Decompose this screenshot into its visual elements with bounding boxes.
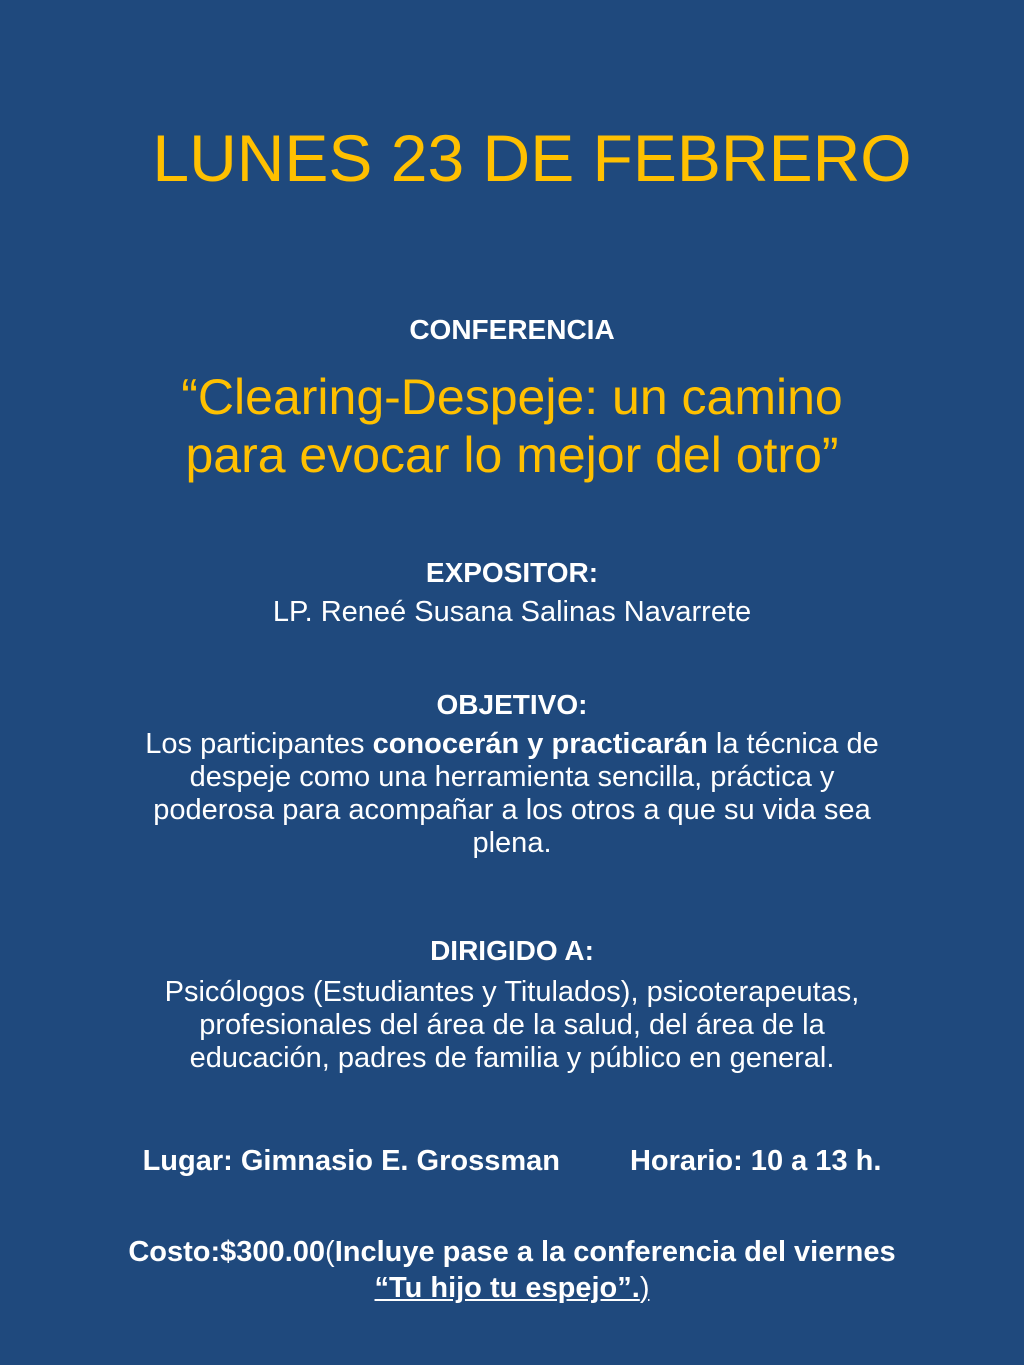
cost-line-1 <box>40 1234 984 1270</box>
close-paren: ) <box>639 1272 650 1304</box>
open-paren: ( <box>325 1236 335 1268</box>
objective-section <box>40 688 984 860</box>
objective-label: OBJETIVO: <box>436 689 588 720</box>
cost-line-2 <box>40 1270 984 1306</box>
place-text: Lugar: Gimnasio E. Grossman <box>142 1145 560 1177</box>
audience-line-2: profesionales del área de la salud, del área de la <box>199 1009 825 1041</box>
cost-price: Costo:$300.00 <box>128 1236 326 1268</box>
audience-section <box>40 934 984 1075</box>
speaker-label: EXPOSITOR: <box>425 557 599 588</box>
audience-line-3: educación, padres de familia y público en general. <box>189 1042 835 1074</box>
cost-section <box>40 1234 984 1306</box>
conference-title-line-2: para evocar lo mejor del otro” <box>185 427 839 483</box>
talk-title: “Tu hijo tu espejo”. <box>374 1272 640 1304</box>
audience-line-1: Psicólogos (Estudiantes y Titulados), psicoterapeutas, <box>164 976 860 1008</box>
conference-label: CONFERENCIA <box>409 314 615 345</box>
logistics-section <box>40 1143 984 1179</box>
audience-label: DIRIGIDO A: <box>430 935 594 966</box>
conference-section <box>40 313 984 347</box>
objective-line-4: plena. <box>472 827 552 859</box>
logistics-line <box>40 1143 984 1179</box>
objective-text-start: Los participantes <box>145 728 373 760</box>
objective-line-1 <box>40 728 984 761</box>
schedule-text: Horario: 10 a 13 h. <box>629 1145 882 1177</box>
event-date-title: LUNES 23 DE FEBRERO <box>152 121 912 195</box>
speaker-section <box>40 556 984 629</box>
objective-text-bold: conocerán y practicarán <box>372 728 708 760</box>
objective-line-2: despeje como una herramienta sencilla, práctica y <box>189 761 835 793</box>
speaker-name: LP. Reneé Susana Salinas Navarrete <box>272 596 752 628</box>
conference-title <box>40 368 984 484</box>
objective-text-end: la técnica de <box>707 728 879 760</box>
objective-line-3: poderosa para acompañar a los otros a que su vida sea <box>153 794 871 826</box>
cost-includes: Incluye pase a la conferencia del viernes <box>334 1236 896 1268</box>
conference-title-line-1: “Clearing-Despeje: un camino <box>181 369 843 425</box>
